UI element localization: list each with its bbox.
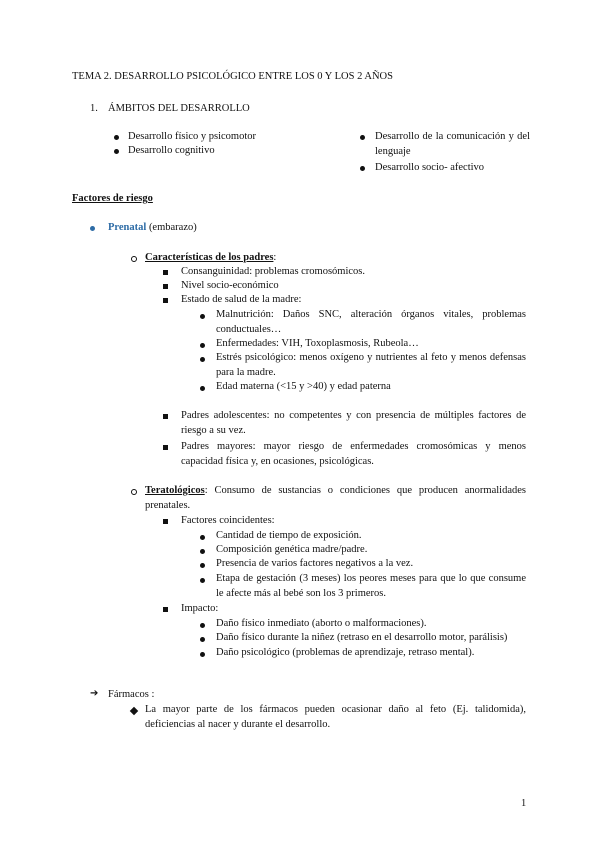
bullet-icon — [200, 652, 205, 657]
padres-item: Consanguinidad: problemas cromosómicos. — [181, 266, 366, 277]
bullet-icon — [90, 226, 95, 231]
impacto-item: Daño físico durante la niñez (retraso en el desarrollo motor, parálisis) — [216, 632, 508, 643]
square-bullet-icon — [163, 519, 168, 524]
square-bullet-icon — [163, 284, 168, 289]
bullet-icon — [200, 535, 205, 540]
bullet-icon — [200, 563, 205, 568]
bullet-icon — [200, 386, 205, 391]
impacto-label: Impacto: — [181, 603, 219, 614]
ambito-item: Desarrollo cognitivo — [128, 145, 215, 156]
teratologicos-text: : Consumo de sustancias o condiciones que producen anormalidades prenatales. — [145, 485, 526, 511]
padres-heading — [145, 251, 276, 266]
square-bullet-icon — [163, 414, 168, 419]
teratologicos-block — [145, 484, 526, 513]
prenatal-line — [108, 221, 197, 236]
bullet-icon — [114, 149, 119, 154]
bullet-icon — [360, 135, 365, 140]
farmacos-label: Fármacos : — [108, 689, 155, 700]
square-bullet-icon — [163, 298, 168, 303]
prenatal-note: (embarazo) — [146, 222, 197, 233]
salud-item: Enfermedades: VIH, Toxoplasmosis, Rubeola… — [216, 338, 419, 349]
prenatal-label: Prenatal — [108, 222, 147, 233]
coincidente-item: Cantidad de tiempo de exposición. — [216, 530, 362, 541]
impacto-item: Daño psicológico (problemas de aprendizaje, retraso mental). — [216, 647, 475, 658]
padres-item: Estado de salud de la madre: — [181, 294, 302, 305]
bullet-icon — [114, 135, 119, 140]
bullet-icon — [200, 578, 205, 583]
padres-extra: Padres mayores: mayor riesgo de enfermedades cromosómicas y menos capacidad física y, en ocasiones, psicológicas. — [181, 441, 526, 467]
bullet-icon — [200, 549, 205, 554]
bullet-icon — [200, 314, 205, 319]
square-bullet-icon — [163, 445, 168, 450]
coincidente-item: Etapa de gestación (3 meses) los peores meses para que lo que consume le afecte más al bebé son los 3 primeros. — [216, 573, 526, 599]
arrow-icon: ➔ — [90, 688, 99, 699]
padres-extra: Padres adolescentes: no competentes y con presencia de múltiples factores de riesgo a su vez. — [181, 410, 526, 436]
farmacos-text: La mayor parte de los fármacos pueden ocasionar daño al feto (Ej. talidomida), deficiencias al nacer y durante el desarrollo. — [145, 704, 526, 730]
salud-item: Estrés psicológico: menos oxígeno y nutrientes al feto y menos defensas para la madre. — [216, 352, 526, 378]
square-bullet-icon — [163, 607, 168, 612]
document-title: TEMA 2. DESARROLLO PSICOLÓGICO ENTRE LOS 0 Y LOS 2 AÑOS — [72, 71, 393, 82]
impacto-item: Daño físico inmediato (aborto o malformaciones). — [216, 618, 427, 629]
ambito-item: Desarrollo socio- afectivo — [375, 162, 485, 173]
bullet-icon — [200, 623, 205, 628]
factores-heading: Factores de riesgo — [72, 193, 153, 204]
bullet-icon — [200, 357, 205, 362]
coincidente-item: Presencia de varios factores negativos a la vez. — [216, 558, 414, 569]
salud-item: Edad materna (<15 y >40) y edad paterna — [216, 381, 391, 392]
salud-item: Malnutrición: Daños SNC, alteración órganos vitales, problemas conductuales… — [216, 309, 526, 335]
circle-bullet-icon — [131, 489, 137, 495]
bullet-icon — [360, 166, 365, 171]
page-number: 1 — [521, 798, 527, 809]
padres-label: Características de los padres — [145, 252, 274, 263]
ambito-item: Desarrollo físico y psicomotor — [128, 131, 257, 142]
square-bullet-icon — [163, 270, 168, 275]
section-heading: ÁMBITOS DEL DESARROLLO — [108, 103, 250, 114]
coincidentes-label: Factores coincidentes: — [181, 515, 275, 526]
circle-bullet-icon — [131, 256, 137, 262]
bullet-icon — [200, 343, 205, 348]
padres-suffix: : — [273, 252, 277, 263]
diamond-bullet-icon — [130, 707, 138, 715]
coincidente-item: Composición genética madre/padre. — [216, 544, 368, 555]
ambito-item: Desarrollo de la comunicación y del lenguaje — [375, 131, 530, 157]
section-number: 1. — [90, 103, 98, 114]
bullet-icon — [200, 637, 205, 642]
padres-item: Nivel socio-económico — [181, 280, 279, 291]
teratologicos-label: Teratológicos — [145, 485, 205, 496]
